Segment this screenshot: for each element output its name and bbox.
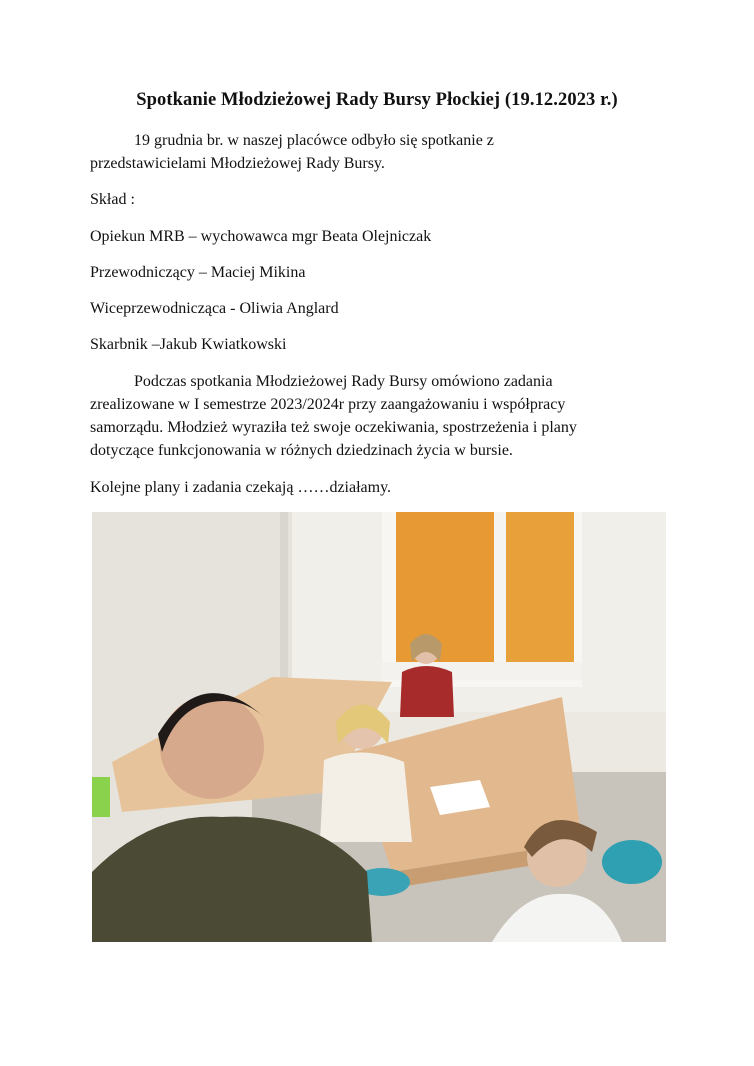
member-vice-chair: Wiceprzewodnicząca - Oliwia Anglard xyxy=(90,300,339,317)
intro-line-1: 19 grudnia br. w naszej placówce odbyło się spotkanie z xyxy=(134,132,494,149)
page-title: Spotkanie Młodzieżowej Rady Bursy Płockiej (19.12.2023 r.) xyxy=(136,90,618,110)
composition-label: Skład : xyxy=(90,191,135,208)
member-caretaker: Opiekun MRB – wychowawca mgr Beata Olejniczak xyxy=(90,228,432,245)
body-line-3: samorządu. Młodzież wyraziła też swoje oczekiwania, spostrzeżenia i plany xyxy=(90,419,577,436)
intro-line-2: przedstawicielami Młodzieżowej Rady Bursy. xyxy=(90,155,385,172)
meeting-photo xyxy=(92,512,666,942)
closing-line: Kolejne plany i zadania czekają ……działamy. xyxy=(90,479,392,496)
member-chairman: Przewodniczący – Maciej Mikina xyxy=(90,264,306,281)
member-treasurer: Skarbnik –Jakub Kwiatkowski xyxy=(90,336,287,353)
body-line-1: Podczas spotkania Młodzieżowej Rady Bursy omówiono zadania xyxy=(134,373,553,390)
body-line-2: zrealizowane w I semestrze 2023/2024r przy zaangażowaniu i współpracy xyxy=(90,396,566,413)
body-line-4: dotyczące funkcjonowania w różnych dziedzinach życia w bursie. xyxy=(90,442,513,459)
